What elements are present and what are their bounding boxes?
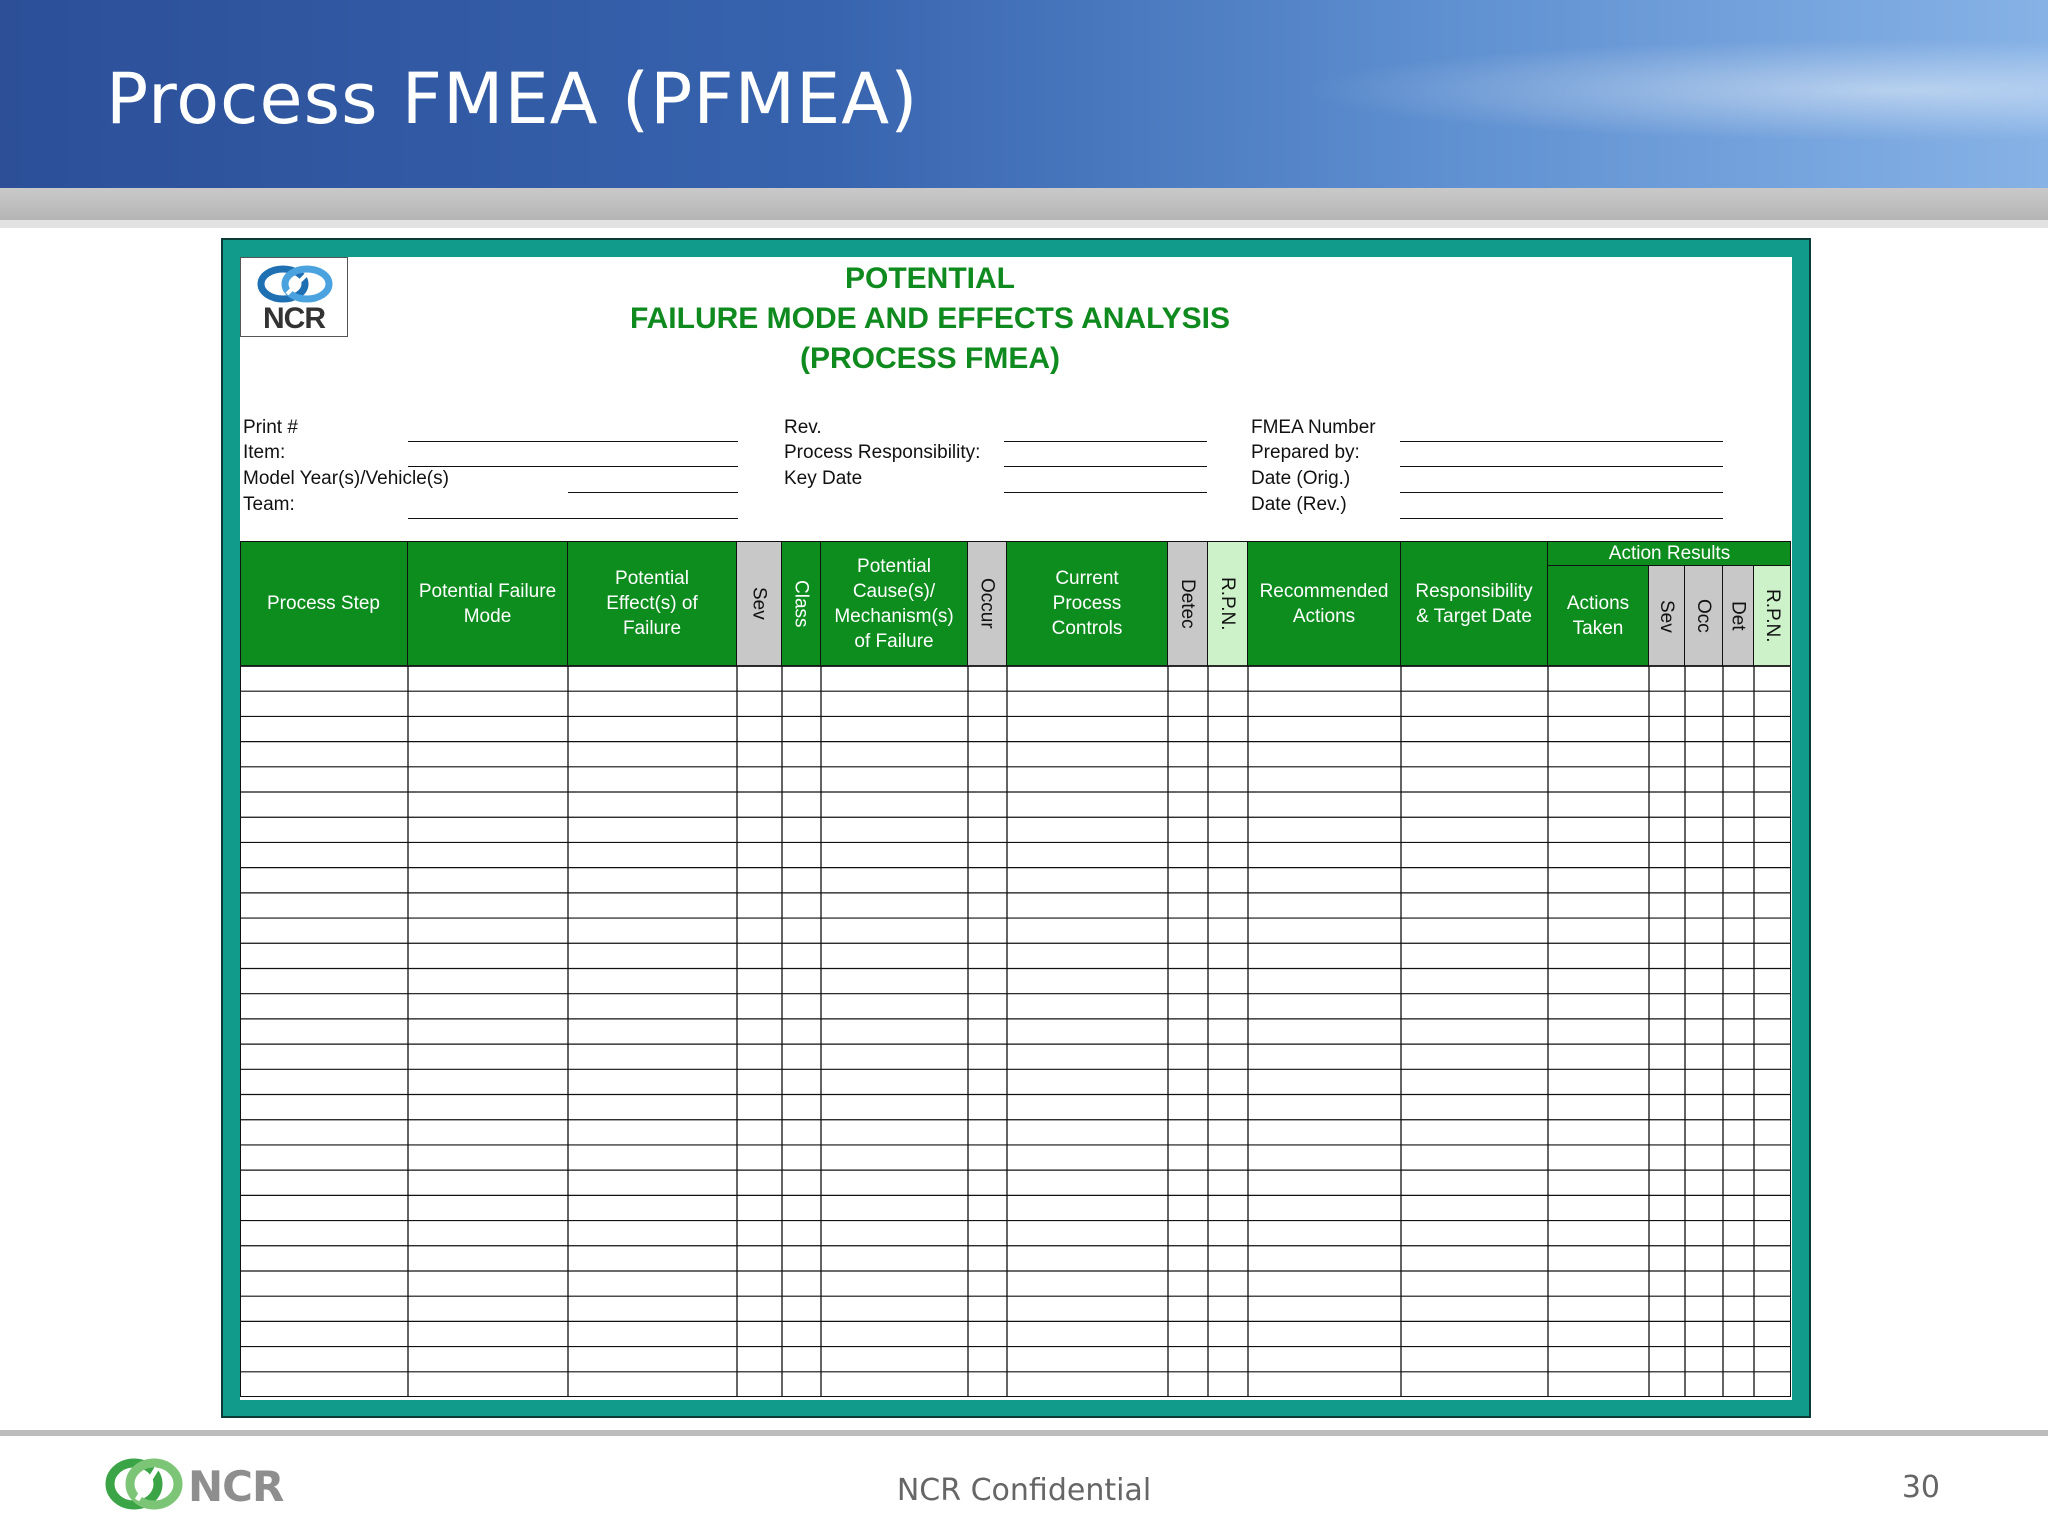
process-responsibility-field[interactable] <box>1004 466 1207 467</box>
header-sev <box>737 541 782 666</box>
header-ar-det-text: Det <box>1727 601 1749 631</box>
ncr-logo-text: NCR <box>263 302 325 335</box>
fmea-form-sheet <box>240 257 1792 1400</box>
fmea-number-field[interactable] <box>1400 441 1723 442</box>
header-rpn <box>1208 541 1248 666</box>
fmea-number-label: FMEA Number <box>1251 417 1376 438</box>
prepared-by-label: Prepared by: <box>1251 442 1360 463</box>
header-ar-det <box>1723 566 1754 666</box>
header-actions-taken: Actions Taken <box>1548 566 1649 666</box>
print-number-label: Print # <box>243 417 298 438</box>
header-sheen <box>1200 30 2048 150</box>
item-label: Item: <box>243 442 286 463</box>
header-recommended-actions: Recommended Actions <box>1248 541 1401 666</box>
slide-header <box>0 0 2048 188</box>
ncr-rings-icon <box>255 264 335 304</box>
team-field[interactable] <box>408 518 738 519</box>
header-ar-rpn <box>1754 566 1791 666</box>
key-date-label: Key Date <box>784 468 863 489</box>
header-ar-sev-text: Sev <box>1656 599 1677 633</box>
date-orig-field[interactable] <box>1400 492 1723 493</box>
form-title-line-2: FAILURE MODE AND EFFECTS ANALYSIS <box>629 302 1231 335</box>
form-title-line-3: (PROCESS FMEA) <box>799 342 1060 375</box>
header-detec-text: Detec <box>1177 578 1198 629</box>
date-rev-label: Date (Rev.) <box>1251 494 1347 515</box>
header-potential-effects: Potential Effect(s) of Failure <box>568 541 737 666</box>
prepared-by-field[interactable] <box>1400 466 1723 467</box>
form-title <box>540 259 1320 379</box>
print-number-field[interactable] <box>408 441 738 442</box>
ncr-logo <box>240 257 348 337</box>
form-title-line-1: POTENTIAL <box>845 262 1015 295</box>
date-rev-field[interactable] <box>1400 518 1723 519</box>
header-divider-shadow <box>0 220 2048 228</box>
header-detec <box>1168 541 1208 666</box>
header-divider-band <box>0 188 2048 220</box>
header-potential-causes: Potential Cause(s)/ Mechanism(s) of Failure <box>821 541 968 666</box>
team-label: Team: <box>243 494 295 515</box>
header-occur-text: Occur <box>976 578 998 629</box>
header-ar-occ-text: Occ <box>1693 599 1714 633</box>
fmea-grid-lines <box>240 541 1791 1397</box>
footer-divider <box>0 1430 2048 1436</box>
header-potential-failure-mode: Potential Failure Mode <box>408 541 568 666</box>
rev-label: Rev. <box>784 417 822 438</box>
header-class <box>782 541 821 666</box>
process-responsibility-label: Process Responsibility: <box>784 442 981 463</box>
header-sev-text: Sev <box>748 587 770 620</box>
fmea-table <box>240 541 1791 1397</box>
model-year-vehicle-field[interactable] <box>568 492 738 493</box>
header-responsibility-target-date: Responsibility & Target Date <box>1401 541 1548 666</box>
rev-field[interactable] <box>1004 441 1207 442</box>
slide-title: Process FMEA (PFMEA) <box>106 58 919 140</box>
header-ar-occ <box>1685 566 1723 666</box>
footer-confidential: NCR Confidential <box>896 1473 1152 1508</box>
header-occur <box>968 541 1007 666</box>
header-action-results: Action Results <box>1548 541 1791 566</box>
header-ar-sev <box>1649 566 1685 666</box>
model-year-vehicle-label: Model Year(s)/Vehicle(s) <box>243 468 449 489</box>
header-rpn-text: R.P.N. <box>1217 576 1238 631</box>
header-current-process-controls: Current Process Controls <box>1007 541 1168 666</box>
header-ar-rpn-text: R.P.N. <box>1762 589 1783 643</box>
header-process-step: Process Step <box>240 541 408 666</box>
page-number: 30 <box>1901 1470 1940 1505</box>
key-date-field[interactable] <box>1004 492 1207 493</box>
date-orig-label: Date (Orig.) <box>1251 468 1351 489</box>
item-field[interactable] <box>408 466 738 467</box>
ncr-footer-logo-text: NCR <box>188 1462 284 1511</box>
header-class-text: Class <box>790 579 812 628</box>
